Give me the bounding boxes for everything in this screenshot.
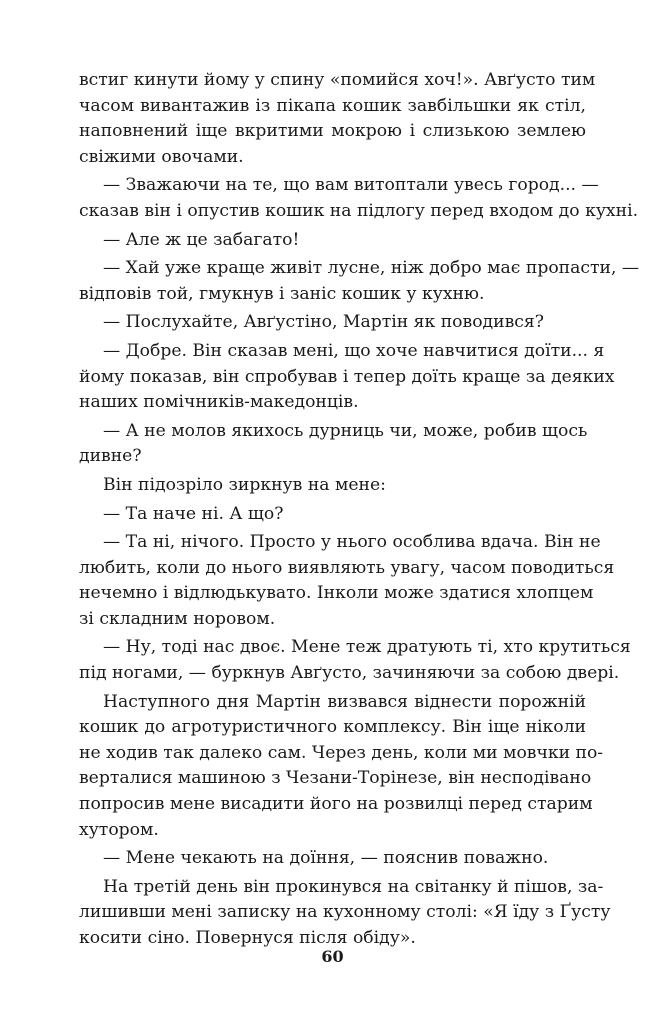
text-line: встиг кинути йому у спину «помийся хоч!». Авґусто тим xyxy=(79,70,596,90)
text-line: На третій день він прокинувся на світанку й пішов, за- xyxy=(103,876,604,897)
text-line: — Зважаючи на те, що вам витоптали увесь город... — xyxy=(103,175,599,196)
text-line: нечемно і відлюдькувато. Інколи може здатися хлопцем xyxy=(79,583,594,604)
text-line: косити сіно. Повернуся після обіду». xyxy=(79,928,416,948)
text-line: — Послухайте, Авґустіно, Мартін як поводився? xyxy=(103,312,544,333)
text-line: відповів той, гмукнув і заніс кошик у кухню. xyxy=(79,283,485,304)
text-line: хутором. xyxy=(79,819,159,840)
text-line: кошик до агротуристичного комплексу. Він іще ніколи xyxy=(79,717,586,738)
text-line: під ногами, — буркнув Авґусто, зачиняючи за собою двері. xyxy=(79,663,620,684)
text-line: дивне? xyxy=(79,446,142,467)
text-line: — Ну, тоді нас двоє. Мене теж дратують ті, хто крутиться xyxy=(103,637,631,658)
text-line: — Та наче ні. А що? xyxy=(103,503,284,524)
text-line: — Мене чекають на доїння, — пояснив поважно. xyxy=(103,848,549,869)
text-line: сказав він і опустив кошик на підлогу перед входом до кухні. xyxy=(79,200,639,221)
text-line: любить, коли до нього виявляють увагу, часом поводиться xyxy=(79,557,615,578)
text-line: лишивши мені записку на кухонному столі: «Я їду з Ґусту xyxy=(79,902,611,923)
text-line: — Добре. Він сказав мені, що хоче навчитися доїти... я xyxy=(103,340,605,361)
text-line: — Але ж це забагато! xyxy=(103,229,300,250)
text-line: не ходив так далеко сам. Через день, коли ми мовчки по- xyxy=(79,742,604,763)
text-line: верталися машиною з Чезани-Торінезе, він несподівано xyxy=(79,768,592,789)
text-line: попросив мене висадити його на розвилці перед старим xyxy=(79,794,593,815)
text-line: Він підозріло зиркнув на мене: xyxy=(103,474,386,495)
text-line: — Хай уже краще живіт лусне, ніж добро має пропасти, — xyxy=(103,258,640,279)
text-line: наповнений іще вкритими мокрою і слизькою землею xyxy=(79,121,586,142)
text-line: часом вивантажив із пікапа кошик завбільшки як стіл, xyxy=(79,95,586,116)
text-line: наших помічників-македонців. xyxy=(79,392,359,413)
text-line: зі складним норовом. xyxy=(79,608,276,629)
text-line: йому показав, він спробував і тепер доїть краще за деяких xyxy=(79,366,615,387)
text-line: свіжими овочами. xyxy=(79,146,244,167)
text-line: — Та ні, нічого. Просто у нього особлива вдача. Він не xyxy=(103,532,601,553)
text-line: Наступного дня Мартін визвався віднести порожній xyxy=(103,691,586,712)
text-line: — А не молов якихось дурниць чи, може, робив щось xyxy=(103,420,588,441)
page-number: 60 xyxy=(321,947,344,966)
book-page-text xyxy=(79,68,640,952)
